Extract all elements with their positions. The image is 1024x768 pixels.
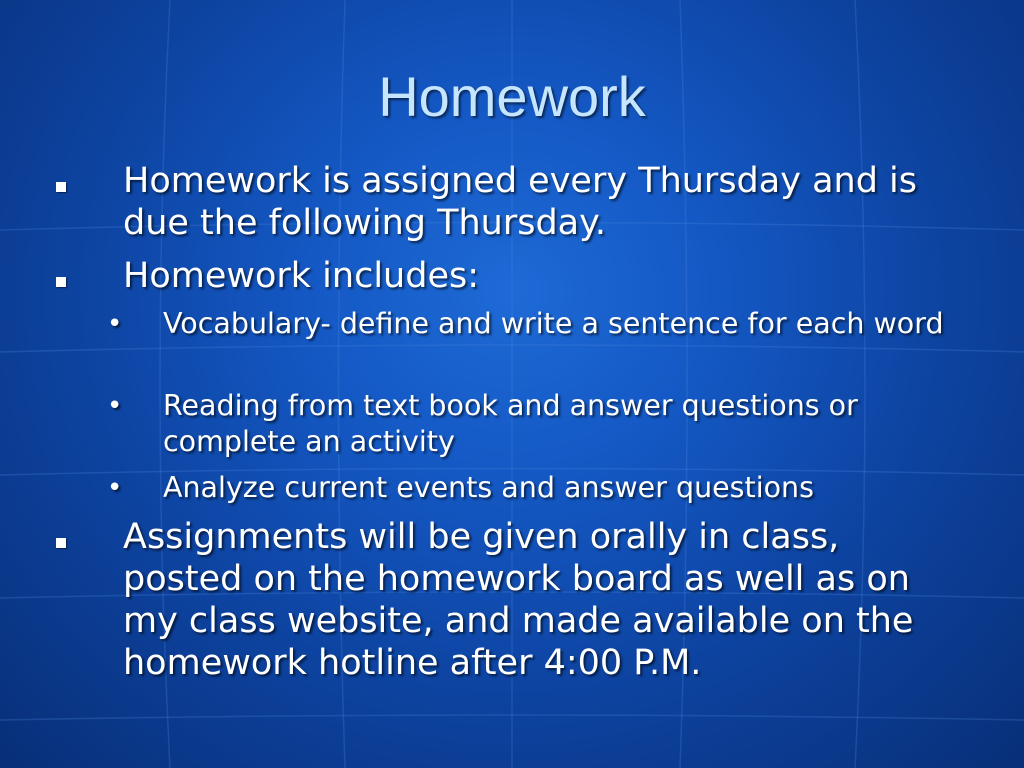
sub-bullet-item: Analyze current events and answer questions — [163, 471, 814, 504]
slide-title: Homework — [378, 65, 646, 128]
dot-bullet-icon: • — [107, 391, 123, 421]
bullet-item: Homework is assigned every Thursday and is due the following Thursday. — [123, 161, 917, 243]
sub-bullet-item: Vocabulary- define and write a sentence for each word — [163, 307, 944, 340]
bullet-item: Assignments will be given orally in class, posted on the homework board as well as on my class website, and made available on the homework hotline after 4:00 P.M. — [123, 517, 914, 683]
dot-bullet-icon: • — [107, 473, 123, 503]
sub-bullet-item: Reading from text book and answer questions or complete an activity — [163, 389, 858, 458]
dot-bullet-icon: • — [107, 309, 123, 339]
square-bullet-icon — [56, 538, 66, 548]
square-bullet-icon — [56, 182, 66, 192]
bullet-item: Homework includes: — [123, 256, 480, 296]
square-bullet-icon — [56, 277, 66, 287]
